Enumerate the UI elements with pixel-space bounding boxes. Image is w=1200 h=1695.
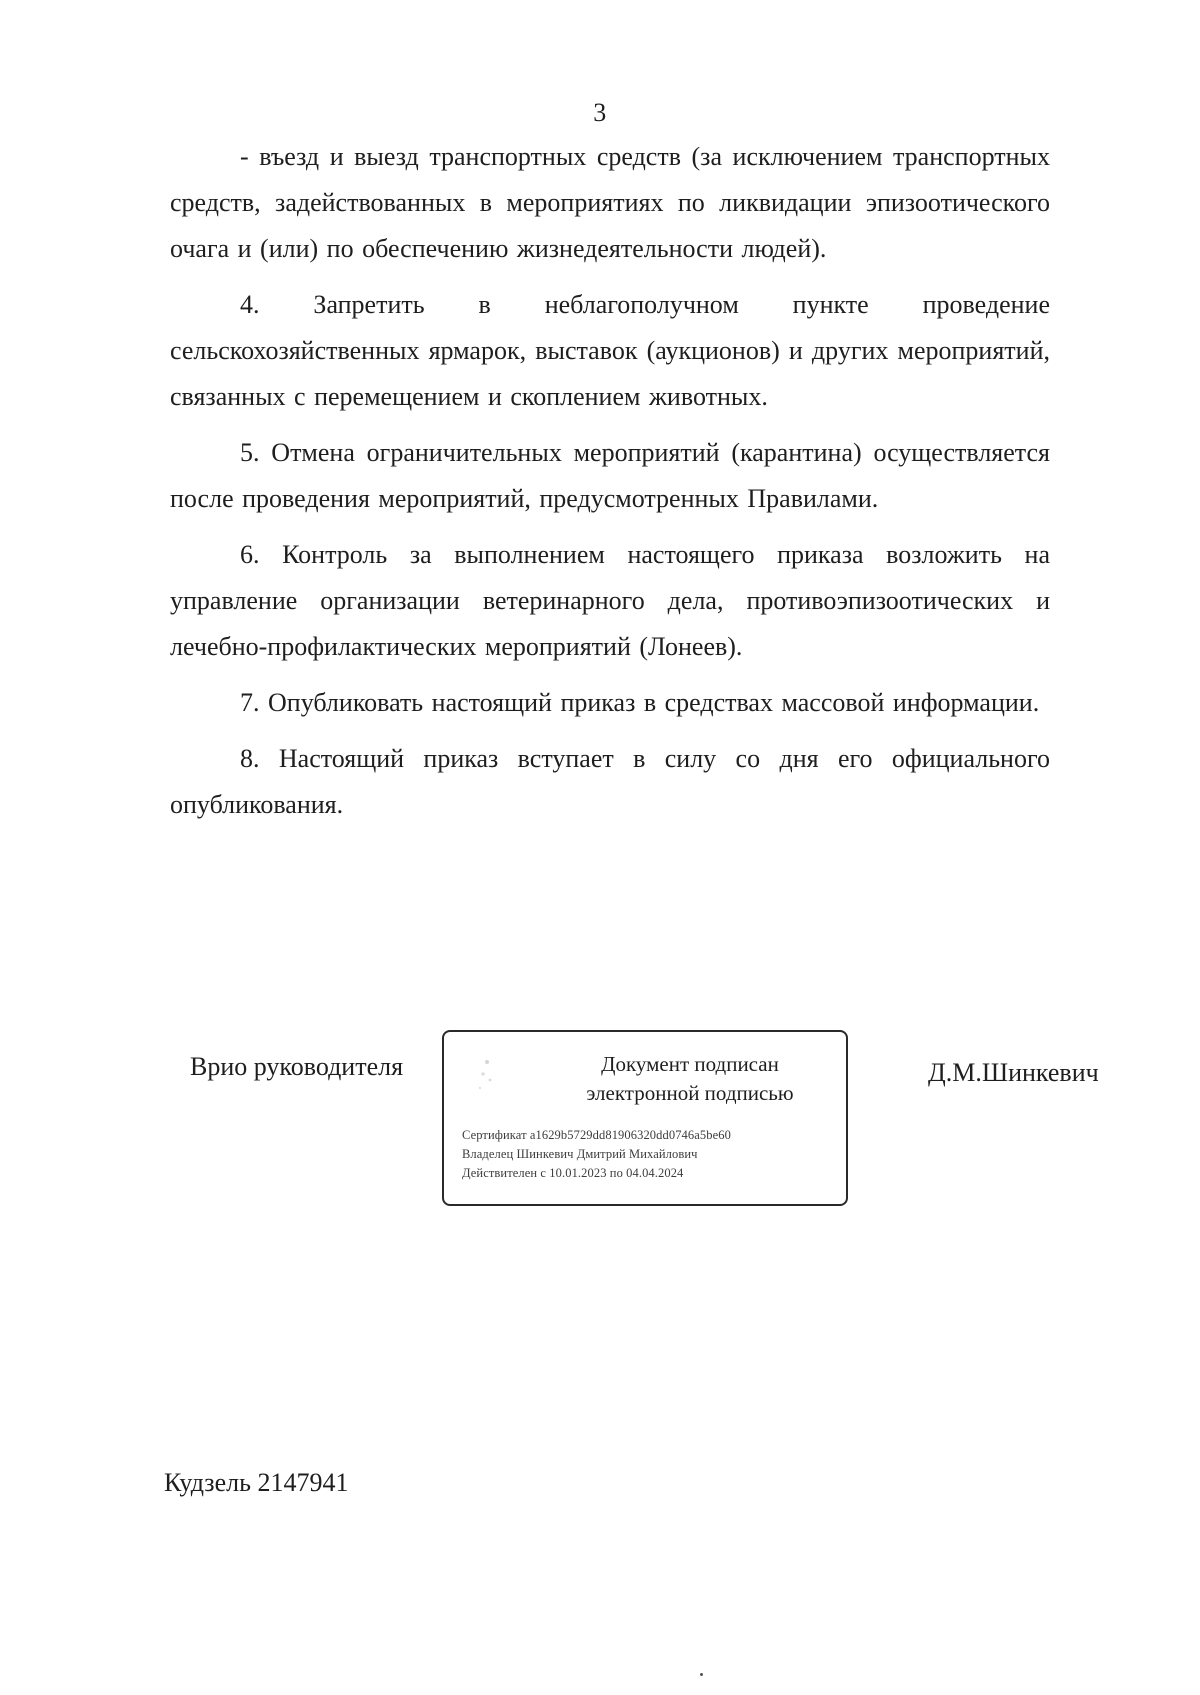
paragraph-vehicle-entry: - въезд и выезд транспортных средств (за исключением транспортных средств, задействованных в мероприятиях по ликвидации эпизоотического очага и (или) по обеспечению жизнедеятельности людей). (170, 142, 1050, 263)
electronic-signature-stamp (442, 1030, 848, 1206)
page-number: 3 (593, 98, 607, 127)
emblem-icon (474, 1054, 500, 1094)
signatory-position: Врио руководителя (190, 1052, 404, 1081)
paragraph-item-4: 4. Запретить в неблагополучном пункте проведение сельскохозяйственных ярмарок, выставок (аукционов) и других мероприятий, связанных с перемещением и скоплением животных. (170, 290, 1050, 411)
stamp-details (462, 1126, 838, 1183)
stamp-title (544, 1050, 836, 1108)
signature-block (0, 1030, 1200, 1210)
paragraph-item-6: 6. Контроль за выполнением настоящего приказа возложить на управление организации ветеринарного дела, противоэпизоотических и лечебно-профилактических мероприятий (Лонеев). (170, 540, 1050, 661)
paragraph-item-7: 7. Опубликовать настоящий приказ в средствах массовой информации. (240, 688, 1040, 717)
paragraph-item-5: 5. Отмена ограничительных мероприятий (карантина) осуществляется после проведения мероприятий, предусмотренных Правилами. (170, 438, 1050, 513)
stamp-validity: Действителен с 10.01.2023 по 04.04.2024 (462, 1166, 684, 1180)
document-body (170, 134, 1050, 838)
stamp-certificate: Сертификат a1629b5729dd81906320dd0746a5be60 (462, 1128, 731, 1142)
paragraph-item-8: 8. Настоящий приказ вступает в силу со дня его официального опубликования. (170, 744, 1050, 819)
signatory-name: Д.М.Шинкевич (928, 1058, 1099, 1087)
executor-note: Кудзель 2147941 (164, 1468, 349, 1497)
stamp-title-line1: Документ подписан (601, 1052, 779, 1076)
stamp-title-line2: электронной подписью (586, 1081, 794, 1105)
stamp-owner: Владелец Шинкевич Дмитрий Михайлович (462, 1147, 698, 1161)
scan-speck (700, 1673, 703, 1676)
